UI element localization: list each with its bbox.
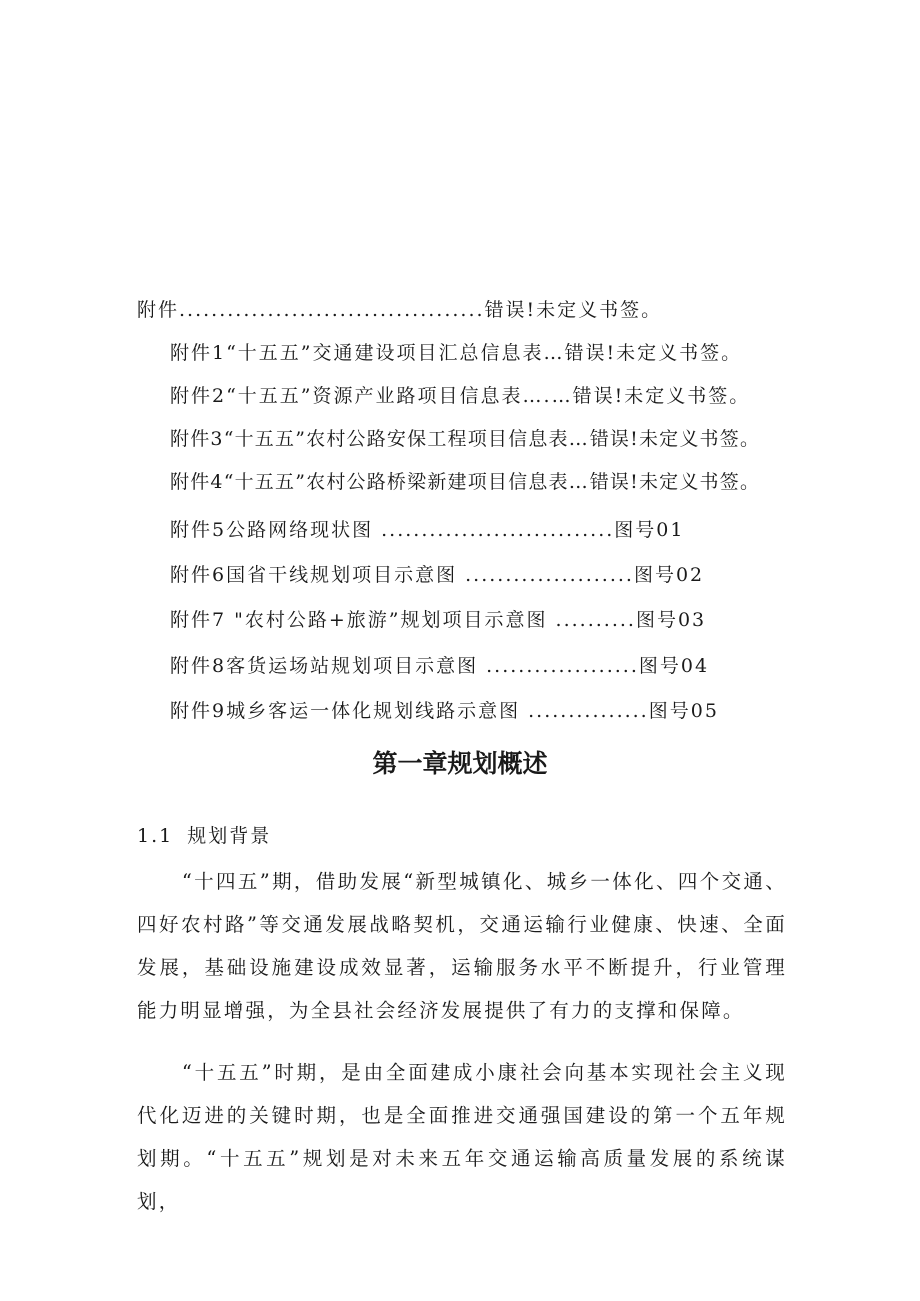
- toc-entry-appendix-2[interactable]: [170, 384, 750, 408]
- toc-entry-target: 图号04: [638, 655, 710, 677]
- chapter-title: 第一章规划概述: [372, 749, 548, 778]
- toc-entry-target: 图号03: [635, 609, 707, 631]
- toc-leader-dots: .............................: [373, 519, 615, 541]
- toc-leader-dots: ...............: [520, 700, 649, 722]
- section-heading: [137, 824, 271, 848]
- toc-entry-label: 附件7 "农村公路+旅游”规划项目示意图: [170, 609, 548, 631]
- toc-entry-target: 错误!未定义书签。: [589, 471, 761, 493]
- toc-entry-label: 附件4“十五五”农村公路桥梁新建项目信息表: [170, 471, 569, 493]
- toc-entry-target: 图号02: [633, 564, 705, 586]
- toc-entry-label: 附件: [137, 299, 180, 321]
- toc-entry-label: 附件1“十五五”交通建设项目汇总信息表: [170, 342, 544, 364]
- toc-entry-appendix-5[interactable]: [170, 518, 684, 542]
- toc-entry-appendix-7[interactable]: [170, 608, 706, 632]
- toc-entry-label: 附件8客货运场站规划项目示意图: [170, 655, 479, 677]
- toc-entry-label: 附件5公路网络现状图: [170, 519, 374, 541]
- toc-entry-label: 附件6国省干线规划项目示意图: [170, 564, 458, 586]
- toc-entry-target: 图号01: [614, 519, 685, 541]
- toc-leader-dots: ...................: [478, 655, 639, 677]
- toc-entry-label: 附件9城乡客运一体化规划线路示意图: [170, 700, 521, 722]
- toc-entry-appendix-3[interactable]: [170, 427, 760, 451]
- toc-leader-dots: …: [568, 428, 590, 450]
- toc-entry-target: 错误!未定义书签。: [484, 299, 663, 321]
- toc-entry-target: 图号05: [648, 700, 719, 722]
- section-title: 规划背景: [187, 825, 272, 847]
- toc-entry-appendix-9[interactable]: [170, 699, 719, 723]
- toc-leader-dots: …: [543, 342, 565, 364]
- toc-entry-label: 附件2“十五五”资源产业路项目信息表: [170, 385, 523, 407]
- toc-entry-appendix-1[interactable]: [170, 341, 742, 365]
- toc-entry-target: 错误!未定义书签。: [589, 428, 761, 450]
- body-paragraph: “十五五”时期，是由全面建成小康社会向基本实现社会主义现代化迈进的关键时期，也是全面推进交通强国建设的第一个五年规划期。“十五五”规划是对未来五年交通运输高质量发展的系统谋划，: [137, 1061, 787, 1213]
- toc-leader-dots: .....................: [457, 564, 634, 586]
- toc-leader-dots: ..........: [547, 609, 636, 631]
- toc-leader-dots: ….…: [522, 385, 573, 407]
- toc-entry-target: 错误!未定义书签。: [572, 385, 751, 407]
- toc-entry-appendix-6[interactable]: [170, 563, 704, 587]
- section-number: 1.1: [137, 825, 174, 847]
- toc-entry-appendix-8[interactable]: [170, 654, 709, 678]
- toc-entry-appendix[interactable]: [137, 298, 662, 322]
- toc-entry-target: 错误!未定义书签。: [564, 342, 743, 364]
- toc-entry-appendix-4[interactable]: [170, 470, 760, 494]
- toc-leader-dots: …: [568, 471, 590, 493]
- body-paragraph: “十四五”期，借助发展“新型城镇化、城乡一体化、四个交通、四好农村路”等交通发展战略契机，交通运输行业健康、快速、全面发展，基础设施建设成效显著，运输服务水平不断提升，行业管理能力明显增强，为全县社会经济发展提供了有力的支撑和保障。: [137, 870, 787, 1022]
- toc-entry-label: 附件3“十五五”农村公路安保工程项目信息表: [170, 428, 569, 450]
- toc-leader-dots: ......................................: [179, 299, 485, 321]
